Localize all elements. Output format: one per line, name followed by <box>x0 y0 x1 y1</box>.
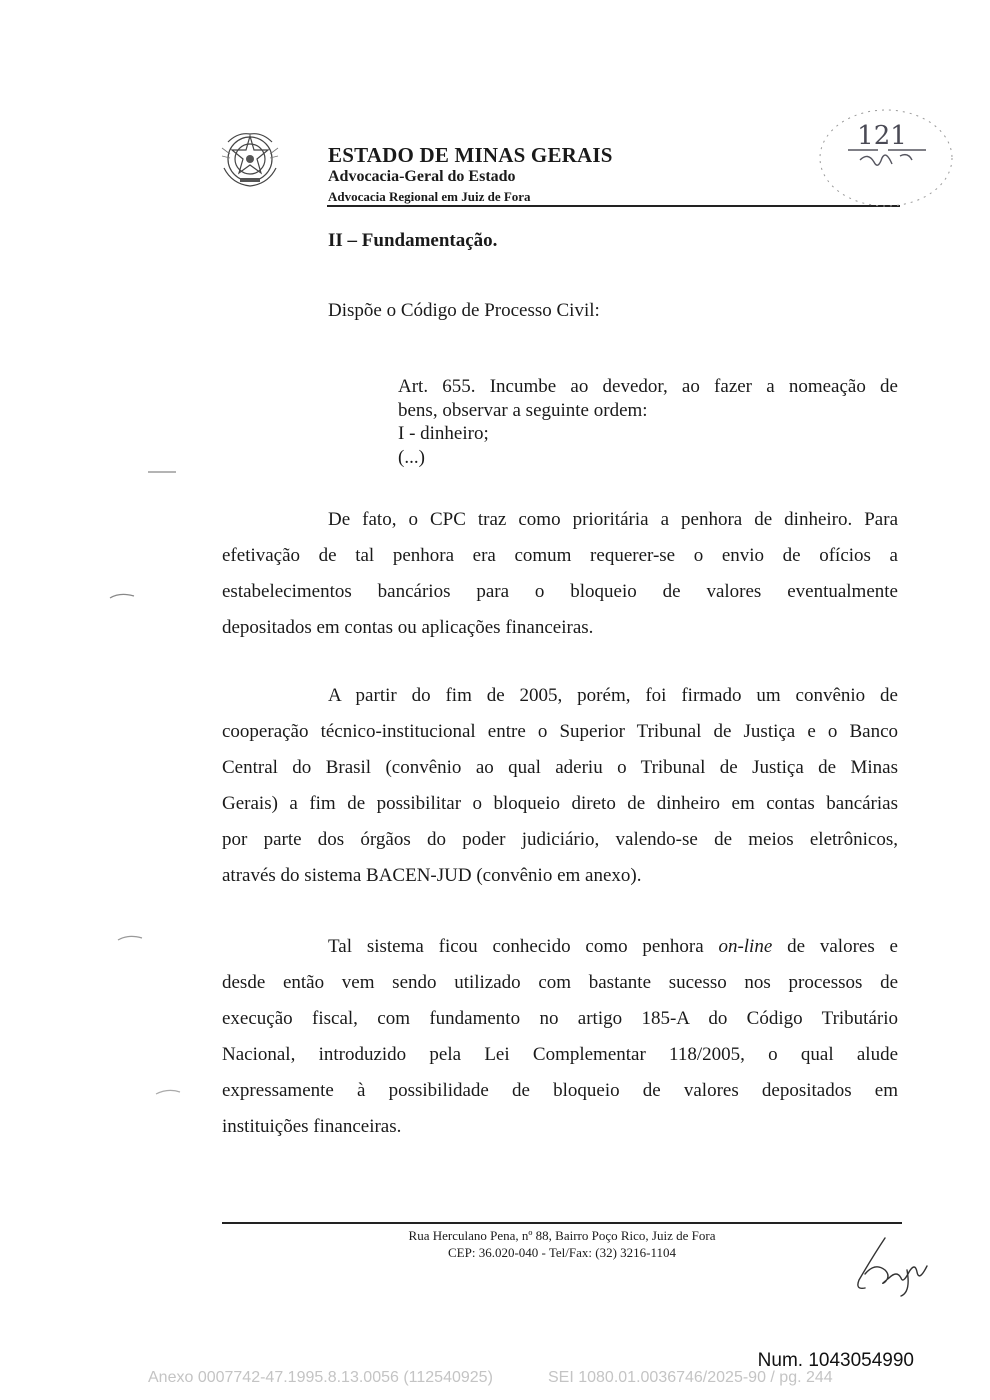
section-title: II – Fundamentação. <box>328 230 498 251</box>
text-run: de valores e <box>772 936 898 957</box>
agency-name: Advocacia-Geral do Estado <box>328 168 516 185</box>
paragraph-line: De fato, o CPC traz como prioritária a penhora de dinheiro. Para <box>328 509 898 530</box>
text-run: Tal sistema ficou conhecido como penhora <box>328 936 719 957</box>
paragraph-line: expressamente à possibilidade de bloqueio de valores depositados em <box>222 1080 898 1101</box>
footer-address: Rua Herculano Pena, nº 88, Bairro Poço Rico, Juiz de Fora <box>408 1228 716 1243</box>
paragraph-line: efetivação de tal penhora era comum requerer-se o envio de ofícios a <box>222 545 898 566</box>
sei-watermark: SEI 1080.01.0036746/2025-90 / pg. 244 <box>548 1369 833 1386</box>
paragraph-line: Gerais) a fim de possibilitar o bloqueio direto de dinheiro em contas bancárias <box>222 793 898 814</box>
footer-divider <box>222 1222 902 1224</box>
legal-citation <box>398 375 898 469</box>
paragraph-line: estabelecimentos bancários para o bloqueio de valores eventualmente <box>222 581 898 602</box>
paragraph-line: através do sistema BACEN-JUD (convênio em anexo). <box>222 865 642 886</box>
margin-mark <box>152 1088 186 1096</box>
paragraph-line: desde então vem sendo utilizado com bastante sucesso nos processos de <box>222 972 898 993</box>
footer-address-block <box>222 1227 902 1261</box>
paragraph-1 <box>222 502 898 646</box>
paragraph-line: Central do Brasil (convênio ao qual aderiu o Tribunal de Justiça de Minas <box>222 757 898 778</box>
margin-mark <box>146 468 180 476</box>
paragraph-line: depositados em contas ou aplicações financeiras. <box>222 617 594 638</box>
citation-line: I - dinheiro; <box>398 423 489 444</box>
margin-mark <box>114 934 148 942</box>
citation-line: Art. 655. Incumbe ao devedor, ao fazer a nomeação de <box>398 376 898 397</box>
paragraph-line: Nacional, introduzido pela Lei Complementar 118/2005, o qual alude <box>222 1044 898 1065</box>
paragraph-line: A partir do fim de 2005, porém, foi firmado um convênio de <box>328 685 898 706</box>
document-number: Num. 1043054990 <box>757 1350 914 1371</box>
paragraph-line: por parte dos órgãos do poder judiciário, valendo-se de meios eletrônicos, <box>222 829 898 850</box>
intro-sentence: Dispõe o Código de Processo Civil: <box>328 300 600 321</box>
footer-contact: CEP: 36.020-040 - Tel/Fax: (32) 3216-1104 <box>447 1245 677 1260</box>
signature-icon <box>845 1232 935 1302</box>
paragraph-line: cooperação técnico-institucional entre o Superior Tribunal de Justiça e o Banco <box>222 721 898 742</box>
citation-line: bens, observar a seguinte ordem: <box>398 399 648 421</box>
margin-mark <box>106 592 140 600</box>
citation-line: (...) <box>398 446 425 468</box>
folio-stamp-icon <box>808 100 958 220</box>
coat-of-arms-icon <box>218 128 282 190</box>
regional-office-name: Advocacia Regional em Juiz de Fora <box>328 189 531 204</box>
italic-term: on-line <box>718 936 773 957</box>
folio-number: 121 <box>857 121 907 151</box>
paragraph-2 <box>222 678 898 894</box>
paragraph-3 <box>222 929 898 1145</box>
paragraph-line: instituições financeiras. <box>222 1116 402 1137</box>
annex-watermark: Anexo 0007742-47.1995.8.13.0056 (112540925) <box>148 1369 493 1386</box>
state-name: ESTADO DE MINAS GERAIS <box>328 143 613 167</box>
paragraph-line: execução fiscal, com fundamento no artigo 185-A do Código Tributário <box>222 1008 898 1029</box>
paragraph-line <box>222 929 898 965</box>
